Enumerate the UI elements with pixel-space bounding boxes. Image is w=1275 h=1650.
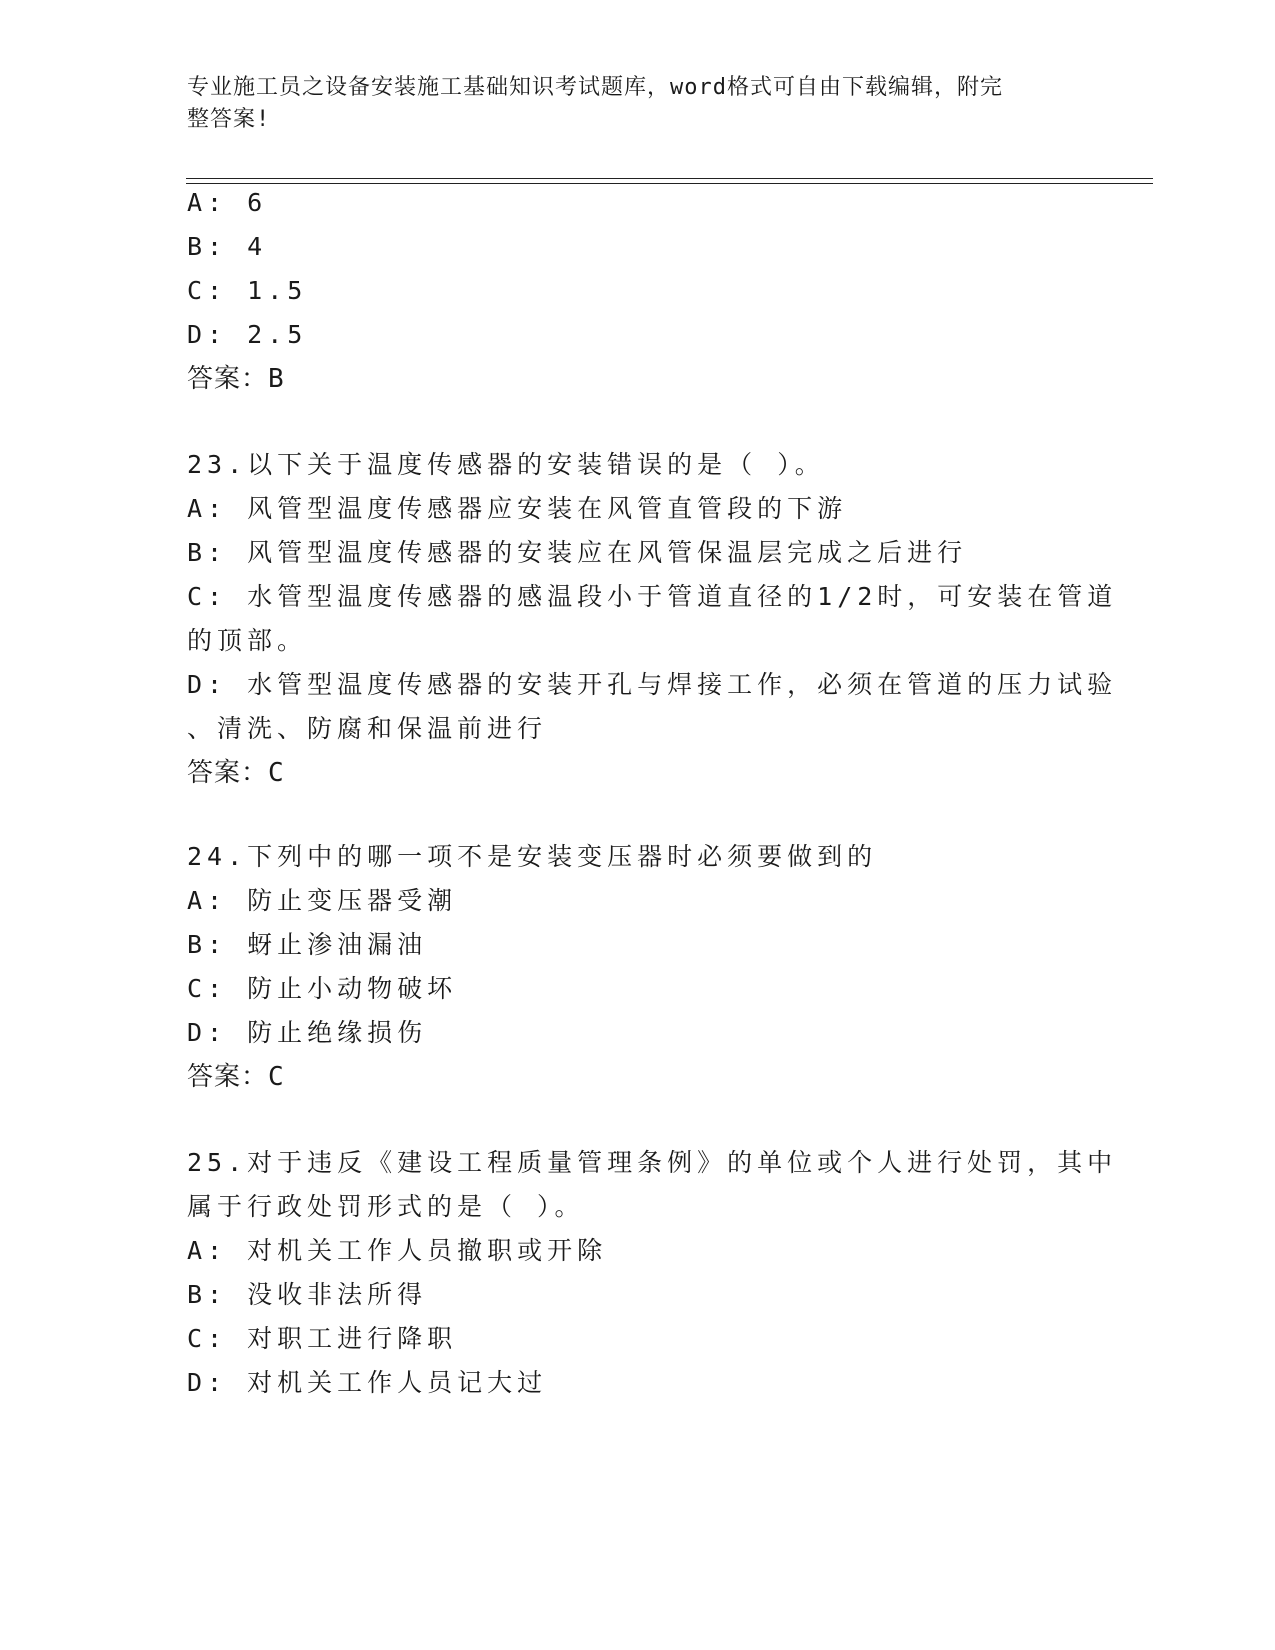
q24-option-c: C: 防止小动物破坏 xyxy=(187,974,458,1003)
q22-option-c: C: 1.5 xyxy=(187,276,308,305)
header-line-1: 专业施工员之设备安装施工基础知识考试题库，word格式可自由下载编辑，附完 xyxy=(187,75,1003,100)
q23-option-d-line-2: 、清洗、防腐和保温前进行 xyxy=(187,714,548,743)
q25-option-b: B: 没收非法所得 xyxy=(187,1280,428,1309)
q25-question-line-1: 25.对于违反《建设工程质量管理条例》的单位或个人进行处罚，其中 xyxy=(187,1148,1118,1177)
header-line-2: 整答案! xyxy=(187,107,271,132)
q22-option-d: D: 2.5 xyxy=(187,320,308,349)
q24-option-d: D: 防止绝缘损伤 xyxy=(187,1018,428,1047)
header-divider-top xyxy=(186,178,1153,179)
q25-question-line-2: 属于行政处罚形式的是（ ）。 xyxy=(187,1192,585,1221)
q23-option-c-line-2: 的顶部。 xyxy=(187,626,308,655)
q23-option-d-line-1: D: 水管型温度传感器的安装开孔与焊接工作，必须在管道的压力试验 xyxy=(187,670,1118,699)
q23-option-a: A: 风管型温度传感器应安装在风管直管段的下游 xyxy=(187,494,848,523)
q22-option-b: B: 4 xyxy=(187,232,268,261)
q23-question: 23.以下关于温度传感器的安装错误的是（ ）。 xyxy=(187,450,825,479)
q25-option-a: A: 对机关工作人员撤职或开除 xyxy=(187,1236,608,1265)
q23-option-b: B: 风管型温度传感器的安装应在风管保温层完成之后进行 xyxy=(187,538,968,567)
q22-answer: 答案：B xyxy=(187,364,285,394)
q24-option-a: A: 防止变压器受潮 xyxy=(187,886,458,915)
header-divider-bottom xyxy=(186,183,1153,184)
q23-option-c-line-1: C: 水管型温度传感器的感温段小于管道直径的1/2时，可安装在管道 xyxy=(187,582,1118,611)
q25-option-d: D: 对机关工作人员记大过 xyxy=(187,1368,548,1397)
q24-answer: 答案：C xyxy=(187,1062,285,1092)
q22-option-a: A: 6 xyxy=(187,188,268,217)
q23-answer: 答案：C xyxy=(187,758,285,788)
q24-question: 24.下列中的哪一项不是安装变压器时必须要做到的 xyxy=(187,842,878,871)
document-header xyxy=(187,72,1067,136)
q24-option-b: B: 蚜止渗油漏油 xyxy=(187,930,428,959)
q25-option-c: C: 对职工进行降职 xyxy=(187,1324,458,1353)
